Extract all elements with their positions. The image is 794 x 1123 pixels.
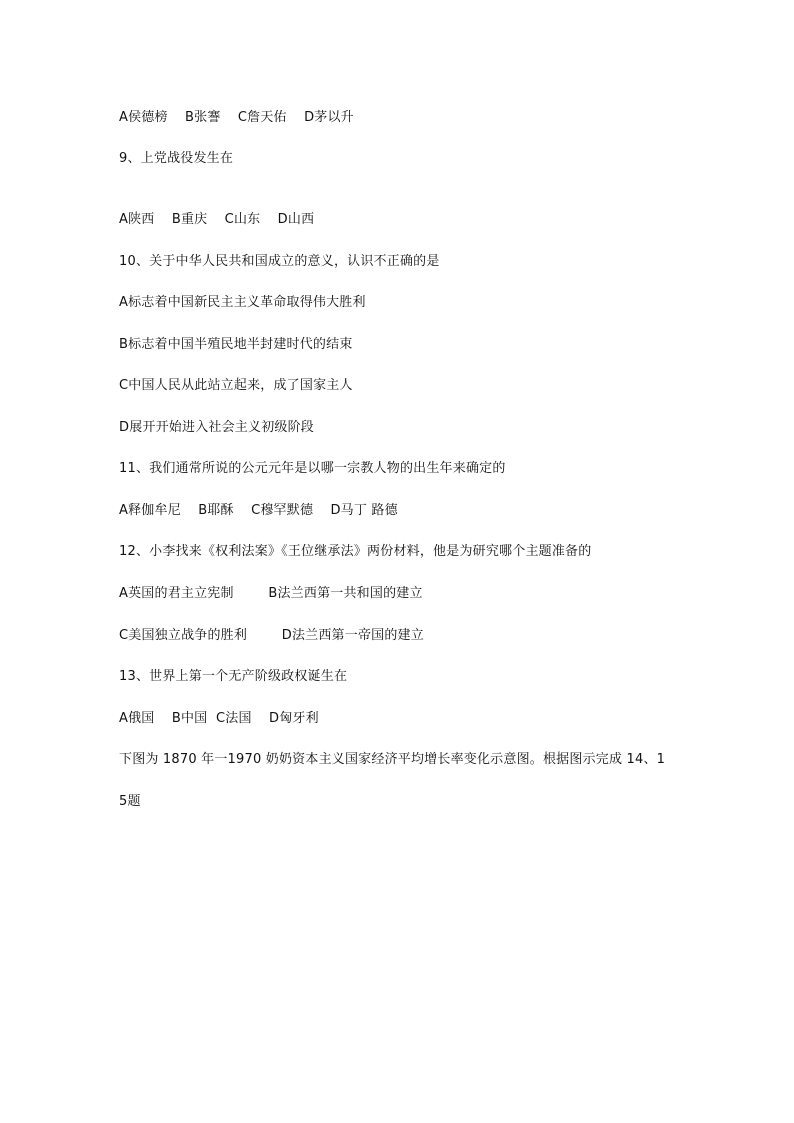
q11-options: A释伽牟尼 B耶酥 C穆罕默德 D马丁 路德 xyxy=(119,503,398,518)
q12-options-cd: C美国独立战争的胜利 D法兰西第一帝国的建立 xyxy=(119,628,424,643)
q12-options-ab: A英国的君主立宪制 B法兰西第一共和国的建立 xyxy=(119,586,423,601)
figure-intro-text: 下图为 1870 年一1970 奶奶资本主义国家经济平均增长率变化示意图。根据图示完成 14、1 xyxy=(119,752,666,767)
q10-option-d: D展开开始进入社会主义初级阶段 xyxy=(119,420,315,435)
q10-option-c: C中国人民从此站立起来，成了国家主人 xyxy=(119,378,353,393)
q12-question: 12、小李找来《权利法案》《王位继承法》两份材料，他是为研究哪个主题准备的 xyxy=(119,544,592,559)
q9-question: 9、上党战役发生在 xyxy=(119,151,234,166)
q13-options: A俄国 B中国 C法国 D匈牙利 xyxy=(119,711,319,726)
figure-intro-text-continued: 5题 xyxy=(119,794,141,809)
q10-question: 10、关于中华人民共和国成立的意义，认识不正确的是 xyxy=(119,254,440,269)
q8-options: A侯德榜 B张謇 C詹天佑 D茅以升 xyxy=(119,110,354,125)
q13-question: 13、世界上第一个无产阶级政权诞生在 xyxy=(119,669,348,684)
q11-question: 11、我们通常所说的公元元年是以哪一宗教人物的出生年来确定的 xyxy=(119,461,506,476)
q9-options: A陕西 B重庆 C山东 D山西 xyxy=(119,212,315,227)
q10-option-a: A标志着中国新民主主义革命取得伟大胜利 xyxy=(119,295,366,310)
q10-option-b: B标志着中国半殖民地半封建时代的结束 xyxy=(119,337,353,352)
